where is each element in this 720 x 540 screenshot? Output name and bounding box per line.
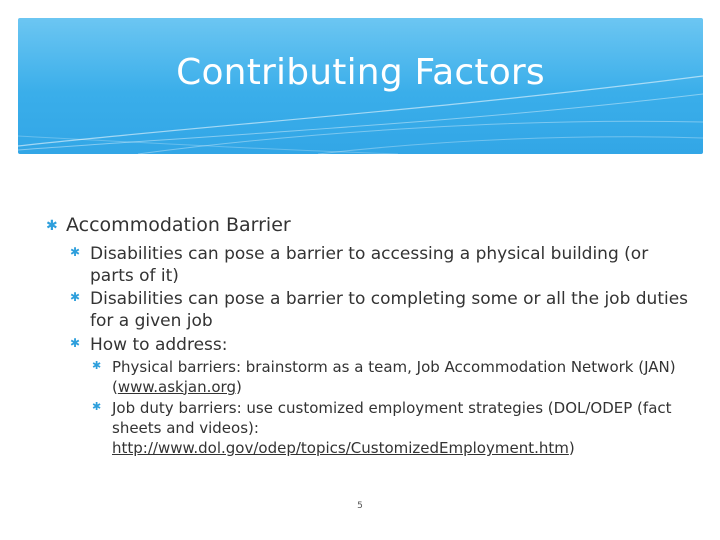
sub-point-text: Job duty barriers: use customized employment strategies (DOL/ODEP (fact sheets and videos): bbox=[112, 398, 672, 437]
page-number: 5 bbox=[357, 501, 363, 511]
askjan-link[interactable]: www.askjan.org bbox=[117, 377, 236, 396]
point-text: Disabilities can pose a barrier to accessing a physical building (or parts of it) bbox=[90, 244, 649, 287]
bullet-level1 bbox=[44, 214, 694, 237]
sub-point-suffix: ) bbox=[235, 377, 242, 396]
sub-point-suffix: ) bbox=[568, 439, 575, 458]
asterisk-bullet-icon: ✱ bbox=[70, 290, 81, 305]
asterisk-bullet-icon: ✱ bbox=[92, 358, 102, 372]
dol-odep-link[interactable]: http://www.dol.gov/odep/topics/CustomizedEmployment.htm bbox=[112, 439, 569, 458]
slide-body bbox=[44, 214, 694, 459]
asterisk-bullet-icon: ✱ bbox=[70, 335, 81, 350]
asterisk-bullet-icon: ✱ bbox=[46, 218, 58, 234]
asterisk-bullet-icon: ✱ bbox=[92, 399, 102, 413]
bullet-level3 bbox=[90, 398, 694, 458]
slide-title: Contributing Factors bbox=[176, 52, 545, 93]
bullet-level2 bbox=[68, 243, 694, 287]
bullet-level3 bbox=[90, 357, 694, 397]
point-text: How to address: bbox=[90, 334, 228, 355]
point-text: Disabilities can pose a barrier to completing some or all the job duties for a given job bbox=[90, 289, 689, 332]
bullet-level2 bbox=[68, 288, 694, 332]
heading-text: Accommodation Barrier bbox=[66, 214, 291, 236]
bullet-level2 bbox=[68, 334, 694, 356]
sub-point-text: Physical barriers: brainstorm as a team, Job Accommodation Network (JAN) ( bbox=[112, 357, 676, 396]
asterisk-bullet-icon: ✱ bbox=[70, 245, 81, 260]
title-banner bbox=[18, 18, 703, 154]
